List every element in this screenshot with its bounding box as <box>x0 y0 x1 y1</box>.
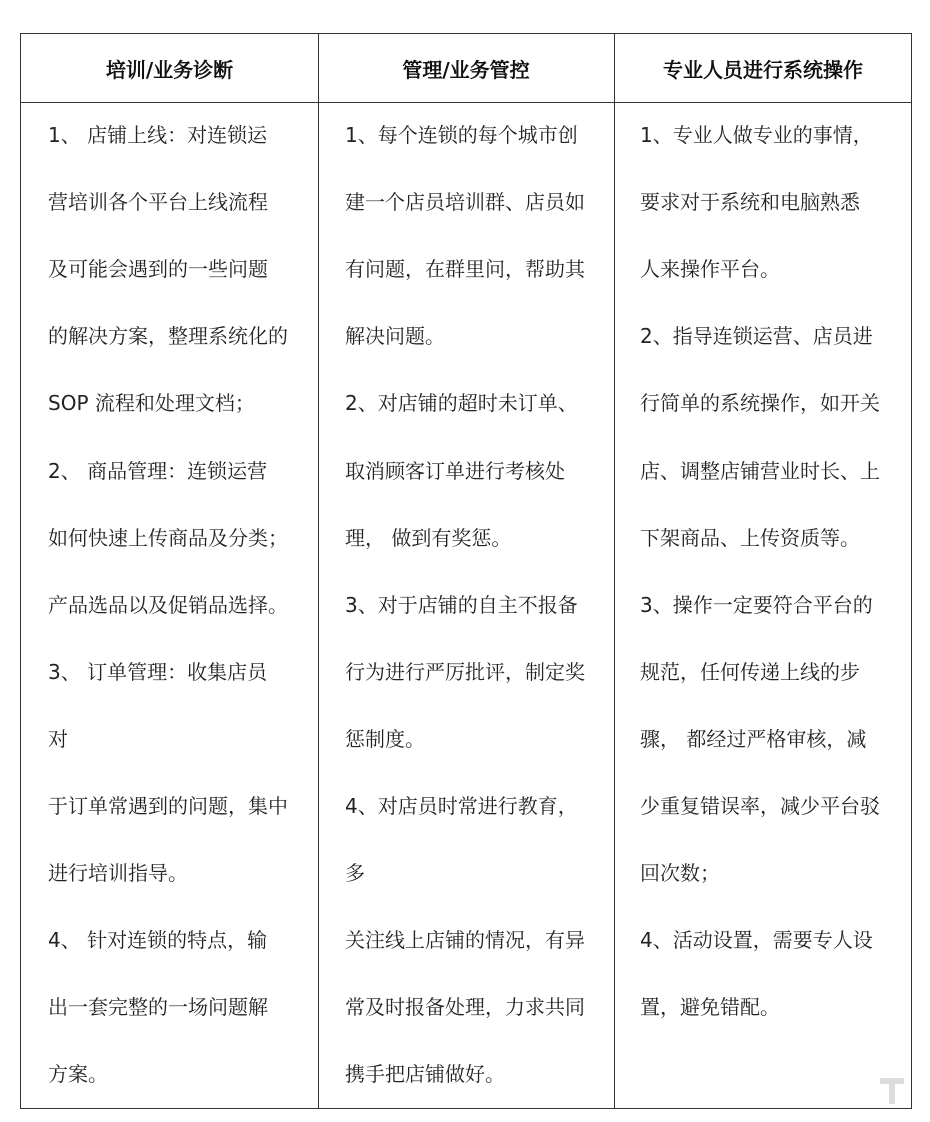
cell-line: 关注线上店铺的情况，有异 <box>345 928 585 953</box>
cell-line: 人来操作平台。 <box>640 257 780 282</box>
cell-line: 回次数； <box>640 861 720 886</box>
cell-line: 1、 店铺上线：对连锁运 <box>48 123 268 147</box>
cell-line: 行简单的系统操作，如开关 <box>640 391 880 416</box>
column-professional-operation <box>640 102 912 1108</box>
cell-line: SOP 流程和处理文档； <box>48 391 255 416</box>
cell-line: 常及时报备处理，力求共同 <box>345 995 585 1020</box>
cell-line: 如何快速上传商品及分类； <box>48 525 288 550</box>
column-divider-2 <box>614 34 615 1108</box>
cell-line: 要求对于系统和电脑熟悉 <box>640 190 860 215</box>
cell-line: 惩制度。 <box>345 726 425 751</box>
cell-line: 于订单常遇到的问题，集中 <box>48 794 288 818</box>
cell-line: 4、活动设置，需要专人设 <box>640 928 873 953</box>
cell-line: 3、对于店铺的自主不报备 <box>345 592 578 617</box>
cell-line: 4、 针对连锁的特点，输 <box>48 928 268 953</box>
cell-line: 骤， 都经过严格审核，减 <box>640 726 867 751</box>
cell-line: 方案。 <box>48 1062 108 1087</box>
cell-line: 1、专业人做专业的事情， <box>640 123 873 147</box>
cell-line: 的解决方案，整理系统化的 <box>48 324 288 349</box>
cell-line: 置，避免错配。 <box>640 995 780 1020</box>
column-divider-1 <box>318 34 319 1108</box>
cell-line: 1、每个连锁的每个城市创 <box>345 123 578 147</box>
cell-line: 3、操作一定要符合平台的 <box>640 592 873 617</box>
cell-line: 2、 商品管理：连锁运营 <box>48 458 268 483</box>
cell-line: 进行培训指导。 <box>48 861 188 886</box>
column-management-control <box>345 102 614 1108</box>
cell-line: 规范，任何传递上线的步 <box>640 659 860 684</box>
cell-line: 携手把店铺做好。 <box>345 1062 505 1087</box>
watermark-logo-icon <box>876 1076 908 1112</box>
cell-line: 出一套完整的一场问题解 <box>48 995 268 1020</box>
cell-line: 解决问题。 <box>345 324 445 349</box>
cell-line: 2、对店铺的超时未订单、 <box>345 391 578 416</box>
cell-line: 对 <box>48 726 68 751</box>
cell-line: 及可能会遇到的一些问题 <box>48 257 268 282</box>
header-management-control: 管理/业务管控 <box>402 57 530 82</box>
cell-line: 下架商品、上传资质等。 <box>640 525 860 550</box>
cell-line: 多 <box>345 861 365 886</box>
cell-line: 建一个店员培训群、店员如 <box>345 190 585 215</box>
cell-line: 营培训各个平台上线流程 <box>48 190 268 215</box>
header-training-diagnosis: 培训/业务诊断 <box>105 57 234 82</box>
cell-line: 3、 订单管理：收集店员 <box>48 659 268 684</box>
cell-line: 有问题，在群里问，帮助其 <box>345 257 585 282</box>
cell-line: 行为进行严厉批评，制定奖 <box>345 659 585 684</box>
cell-line: 2、指导连锁运营、店员进 <box>640 324 873 349</box>
cell-line: 少重复错误率，减少平台驳 <box>640 794 880 818</box>
cell-line: 取消顾客订单进行考核处 <box>345 458 565 483</box>
comparison-table <box>20 33 912 1109</box>
column-training-diagnosis <box>48 102 318 1108</box>
header-professional-operation: 专业人员进行系统操作 <box>663 57 863 82</box>
cell-line: 理， 做到有奖惩。 <box>345 525 512 550</box>
cell-line: 产品选品以及促销品选择。 <box>48 592 288 617</box>
cell-line: 4、对店员时常进行教育， <box>345 794 578 818</box>
cell-line: 店、调整店铺营业时长、上 <box>640 458 880 483</box>
